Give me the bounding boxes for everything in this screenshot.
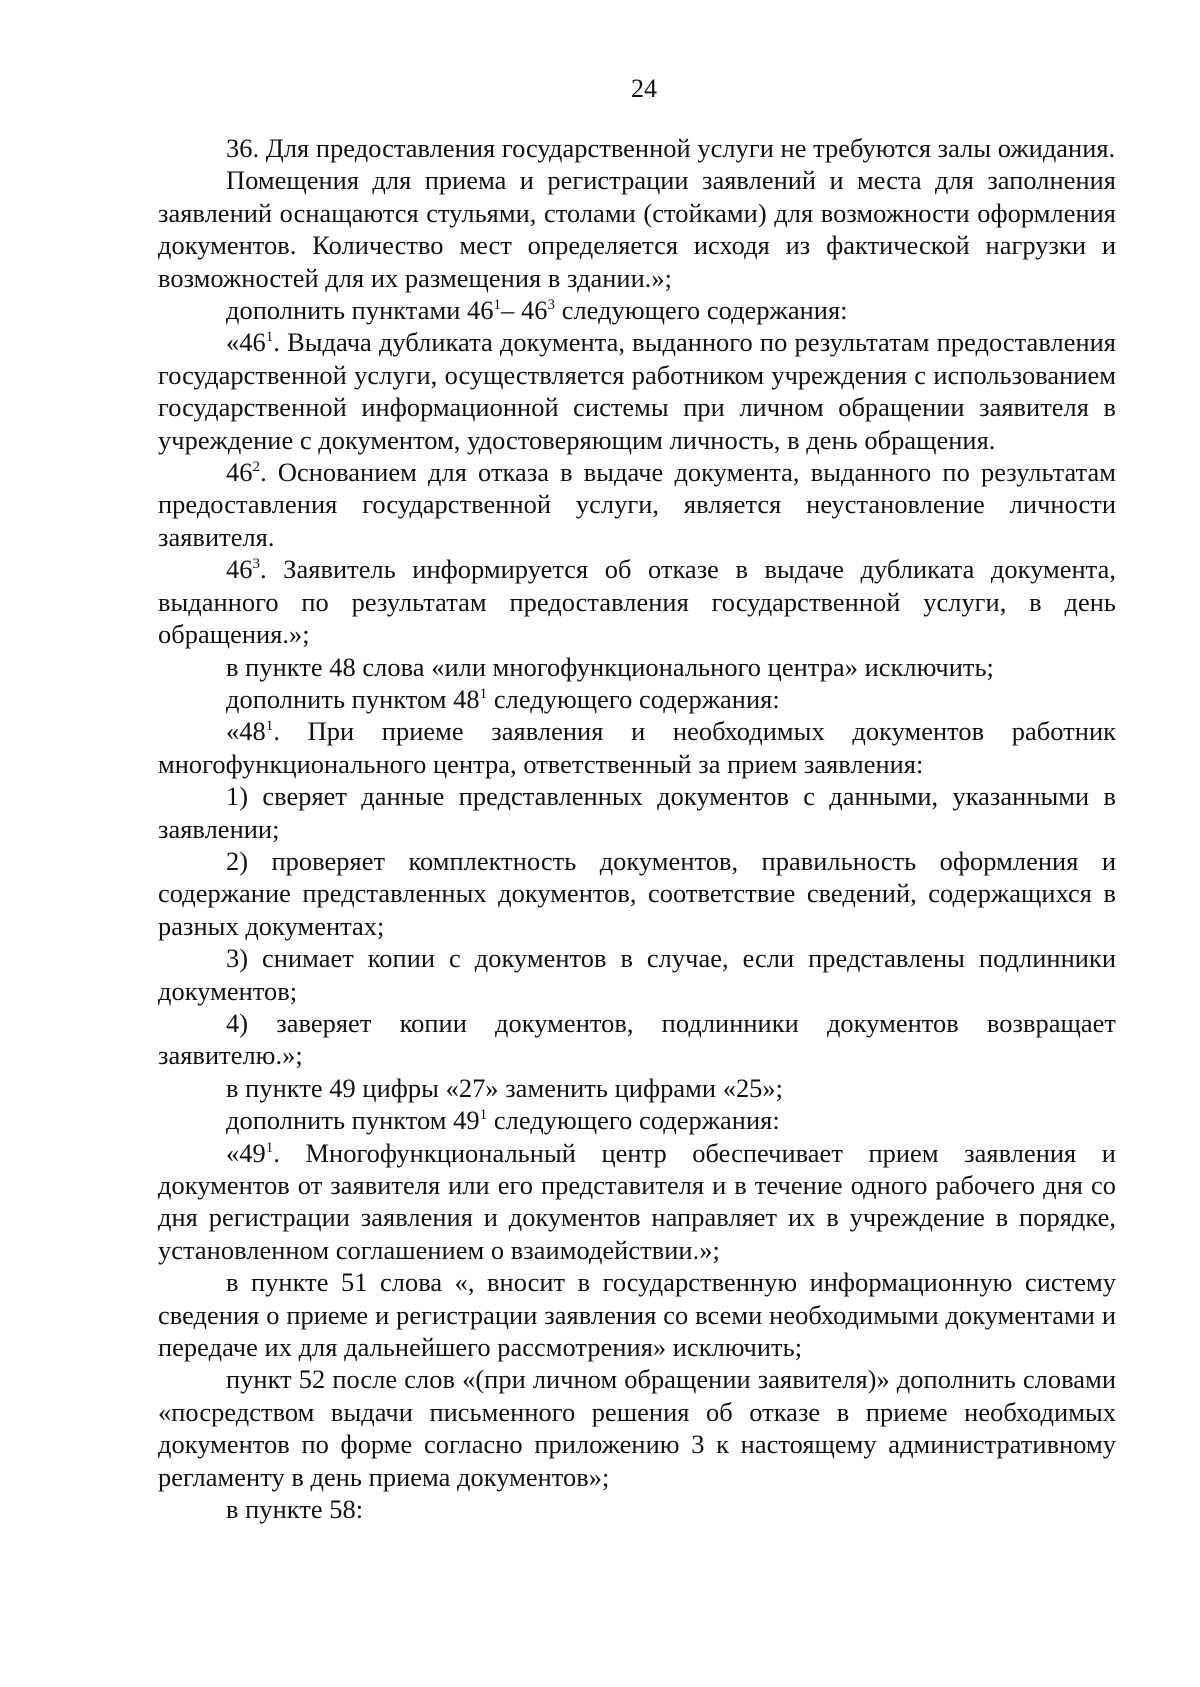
text-run: . Выдача дубликата документа, выданного по результатам предоставления государственной услуги, осуществляется работником учреждения с использованием государственной информационной системы при личном обращении заявителя в учреждение с документом, удостоверяющим личность, в день обращения. xyxy=(158,327,1116,455)
paragraph-48-1 xyxy=(158,715,1116,780)
superscript: 3 xyxy=(252,556,261,573)
text-run: . При приеме заявления и необходимых документов работник многофункционального центра, ответственный за прием заявления: xyxy=(158,716,1116,779)
superscript: 1 xyxy=(265,1139,274,1156)
paragraph-add-points-46 xyxy=(158,294,1116,326)
text-run: следующего содержания: xyxy=(555,295,848,326)
list-item-1: 1) сверяет данные представленных документов с данными, указанными в заявлении; xyxy=(158,781,1116,844)
text-run: . Основанием для отказа в выдаче документа, выданного по результатам предоставления государственной услуги, является неустановление личности заявителя. xyxy=(158,457,1116,552)
text-run: . Заявитель информируется об отказе в выдаче дубликата документа, выданного по результатам предоставления государственной услуги, в день обращения.»; xyxy=(158,554,1116,650)
text-run: «46 xyxy=(226,327,266,358)
text-run: «49 xyxy=(226,1137,266,1168)
document-page xyxy=(158,70,1116,1525)
paragraph-49-1 xyxy=(158,1137,1116,1267)
superscript: 1 xyxy=(265,718,274,735)
paragraph-46-2 xyxy=(158,456,1116,553)
text-run: следующего содержания: xyxy=(487,1105,780,1136)
paragraph-46-3 xyxy=(158,553,1116,650)
text-run: «48 xyxy=(226,716,266,747)
paragraph-point-51: в пункте 51 слова «, вносит в государственную информационную систему сведения о приеме и регистрации заявления со всеми необходимыми документами и передаче их для дальнейшего рассмотрения» исключить; xyxy=(158,1267,1116,1363)
paragraph-point-48: в пункте 48 слова «или многофункционального центра» исключить; xyxy=(226,651,994,682)
superscript: 3 xyxy=(547,297,556,314)
text-run: дополнить пунктом 48 xyxy=(226,683,480,714)
paragraph-36: 36. Для предоставления государственной услуги не требуются залы ожидания. xyxy=(226,133,1116,163)
text-run: дополнить пунктами 46 xyxy=(226,295,494,326)
superscript: 1 xyxy=(479,1107,488,1124)
paragraph-point-52: пункт 52 после слов «(при личном обращении заявителя)» дополнить словами «посредством выдачи письменного решения об отказе в приеме необходимых документов по форме согласно приложению 3 к настоящему административному регламенту в день приема документов»; xyxy=(158,1364,1116,1492)
text-run: . Многофункциональный центр обеспечивает прием заявления и документов от заявителя или его представителя и в течение одного рабочего дня со дня регистрации заявления и документов направляет их в учреждение в порядке, установленном соглашением о взаимодействии.»; xyxy=(158,1137,1116,1265)
superscript: 1 xyxy=(479,685,488,702)
paragraph-add-point-48-1 xyxy=(158,683,1116,715)
paragraph-premises: Помещения для приема и регистрации заявлений и места для заполнения заявлений оснащаются стульями, столами (стойками) для возможности оформления документов. Количество мест определяется исходя из фактической нагрузки и возможностей для их размещения в здании.»; xyxy=(158,165,1116,293)
text-run: 46 xyxy=(226,457,253,488)
text-run: дополнить пунктом 49 xyxy=(226,1105,480,1136)
list-item-3: 3) снимает копии с документов в случае, если представлены подлинники документов; xyxy=(158,943,1116,1006)
text-run: – 46 xyxy=(501,295,548,326)
text-run: 46 xyxy=(226,554,253,585)
list-item-4: 4) заверяет копии документов, подлинники документов возвращает заявителю.»; xyxy=(158,1007,1116,1071)
paragraph-add-point-49-1 xyxy=(158,1104,1116,1136)
paragraph-point-58: в пункте 58: xyxy=(226,1494,364,1525)
paragraph-46-1 xyxy=(158,326,1116,456)
text-run: следующего содержания: xyxy=(487,683,780,714)
page-number: 24 xyxy=(631,74,657,103)
superscript: 1 xyxy=(493,297,502,314)
paragraph-point-49: в пункте 49 цифры «27» заменить цифрами «25»; xyxy=(226,1072,784,1103)
superscript: 2 xyxy=(252,459,261,476)
list-item-2: 2) проверяет комплектность документов, правильность оформления и содержание представленных документов, соответствие сведений, содержащихся в разных документах; xyxy=(158,845,1116,941)
superscript: 1 xyxy=(265,329,274,346)
